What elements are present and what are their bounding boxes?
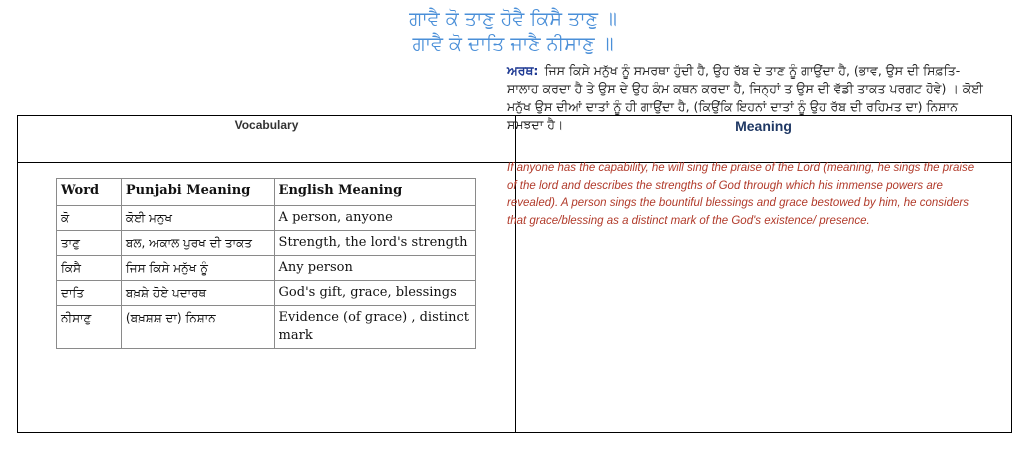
verse-line-2: ਗਾਵੈ ਕੋ ਦਾਤਿ ਜਾਣੈ ਨੀਸਾਣੁ ॥: [412, 33, 614, 55]
english-meaning-cell: Evidence (of grace) , distinct mark: [274, 306, 475, 349]
table-row: [57, 231, 476, 256]
vocabulary-table: [56, 178, 476, 349]
vocabulary-header: Vocabulary: [234, 118, 299, 132]
verse-line-1: ਗਾਵੈ ਕੋ ਤਾਣੁ ਹੋਵੈ ਕਿਸੈ ਤਾਣੁ ॥: [409, 8, 617, 30]
punjabi-meaning-cell: (ਬਖ਼ਸ਼ਸ਼ ਦਾ) ਨਿਸ਼ਾਨ: [121, 306, 274, 349]
word-cell: ਤਾਣੁ: [57, 231, 122, 256]
punjabi-meaning-cell: ਕੋਈ ਮਨੁਖ: [121, 206, 274, 231]
word-cell: ਕੋ: [57, 206, 122, 231]
english-meaning-paragraph: If anyone has the capability, he will sing the praise of the Lord (meaning, he sings the praise of the lord and describes the strengths of God through which his immense powers are revealed). A person sings the bountiful blessings and grace bestowed by him, he considers that grace/blessing as a distinct mark of the God's existence/ presence.: [507, 162, 975, 227]
vocab-header-row: [57, 179, 476, 206]
table-row: [57, 306, 476, 349]
word-cell: ਨੀਸਾਣੁ: [57, 306, 122, 349]
col-header-english-meaning: English Meaning: [274, 179, 475, 206]
punjabi-meaning-text: ਜਿਸ ਕਿਸੇ ਮਨੁੱਖ ਨੂੰ ਸਮਰਥਾ ਹੁੰਦੀ ਹੈ, ਉਹ ਰੱਬ ਦੇ ਤਾਣ ਨੂੰ ਗਾਉਂਦਾ ਹੈ, (ਭਾਵ, ਉਸ ਦੀ ਸਿਫ਼ਤਿ-ਸਾਲਾਹ ਕਰਦਾ ਹੈ ਤੇ ਉਸ ਦੇ ਉਹ ਕੰਮ ਕਥਨ ਕਰਦਾ ਹੈ, ਜਿਨ੍ਹਾਂ ਤ ਉਸ ਦੀ ਵੱਡੀ ਤਾਕਤ ਪਰਗਟ ਹੋਵੇ) । ਕੋਈ ਮਨੁੱਖ ਉਸ ਦੀਆਂ ਦਾਤਾਂ ਨੂੰ ਹੀ ਗਾਉਂਦਾ ਹੈ, (ਕਿਉਂਕਿ ਇਹਨਾਂ ਦਾਤਾਂ ਨੂੰ ਉਹ ਰੱਬ ਦੀ ਰਹਿਮਤ ਦਾ) ਨਿਸ਼ਾਨ ਸਮਝਦਾ ਹੈ।: [507, 63, 983, 132]
word-cell: ਕਿਸੈ: [57, 256, 122, 281]
table-row: [57, 206, 476, 231]
english-meaning-cell: A person, anyone: [274, 206, 475, 231]
english-meaning-cell: Strength, the lord's strength: [274, 231, 475, 256]
punjabi-meaning-paragraph: [507, 62, 985, 134]
english-meaning-cell: God's gift, grace, blessings: [274, 281, 475, 306]
meaning-header: Meaning: [735, 118, 792, 134]
meaning-label: ਅਰਥ:: [507, 63, 539, 78]
col-header-punjabi-meaning: Punjabi Meaning: [121, 179, 274, 206]
table-row: [57, 256, 476, 281]
table-row: [57, 281, 476, 306]
word-cell: ਦਾਤਿ: [57, 281, 122, 306]
punjabi-meaning-cell: ਬਖ਼ਸ਼ੇ ਹੋਏ ਪਦਾਰਥ: [121, 281, 274, 306]
punjabi-meaning-cell: ਜਿਸ ਕਿਸੇ ਮਨੁੱਖ ਨੂੰ: [121, 256, 274, 281]
col-header-word: Word: [57, 179, 122, 206]
punjabi-meaning-cell: ਬਲ, ਅਕਾਲ ਪੁਰਖ ਦੀ ਤਾਕਤ: [121, 231, 274, 256]
english-meaning-cell: Any person: [274, 256, 475, 281]
